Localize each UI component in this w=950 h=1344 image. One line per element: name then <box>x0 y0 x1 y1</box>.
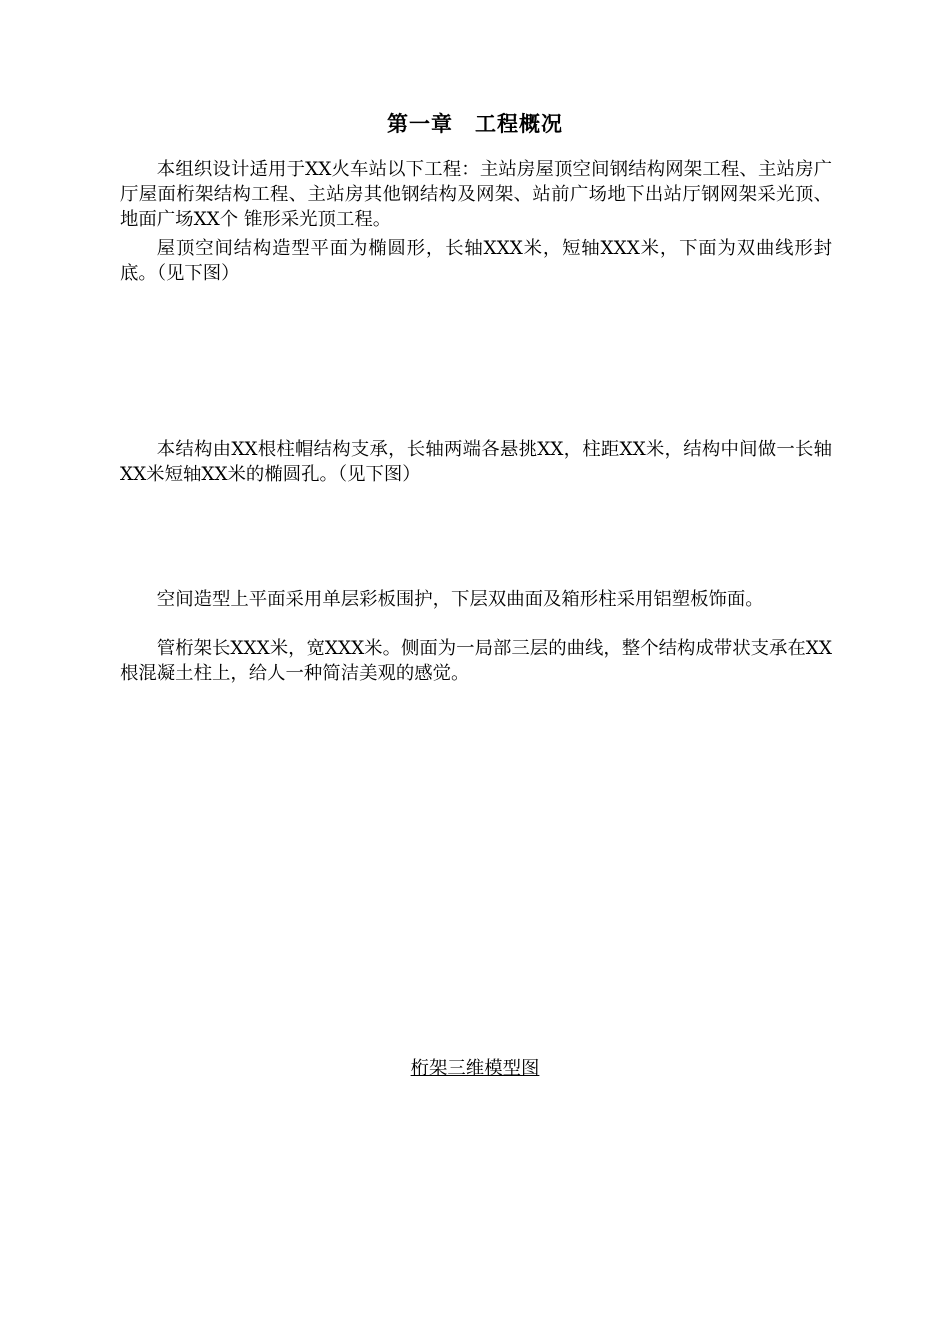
paragraph-column-support: 本结构由XX根柱帽结构支承，长轴两端各悬挑XX，柱距XX米，结构中间做一长轴XX米短轴XX米的椭圆孔。（见下图） <box>120 439 832 485</box>
paragraph-truss-dimensions: 管桁架长XXX米，宽XXX米。侧面为一局部三层的曲线，整个结构成带状支承在XX根混凝土柱上，给人一种简洁美观的感觉。 <box>120 638 832 684</box>
chapter-title: 第一章 工程概况 <box>387 111 563 136</box>
figure-caption-text: 桁架三维模型图 <box>410 1058 540 1079</box>
figure-caption <box>0 1056 950 1081</box>
paragraph-scope: 本组织设计适用于XX火车站以下工程：主站房屋顶空间钢结构网架工程、主站房广厅屋面桁架结构工程、主站房其他钢结构及网架、站前广场地下出站厅钢网架采光顶、地面广场XX个 锥形采光顶工程。 <box>120 159 832 230</box>
paragraph-roof-shape: 屋顶空间结构造型平面为椭圆形，长轴XXX米，短轴XXX米，下面为双曲线形封底。（见下图） <box>120 238 832 284</box>
paragraph-cladding: 空间造型上平面采用单层彩板围护，下层双曲面及箱形柱采用铝塑板饰面。 <box>156 589 764 610</box>
